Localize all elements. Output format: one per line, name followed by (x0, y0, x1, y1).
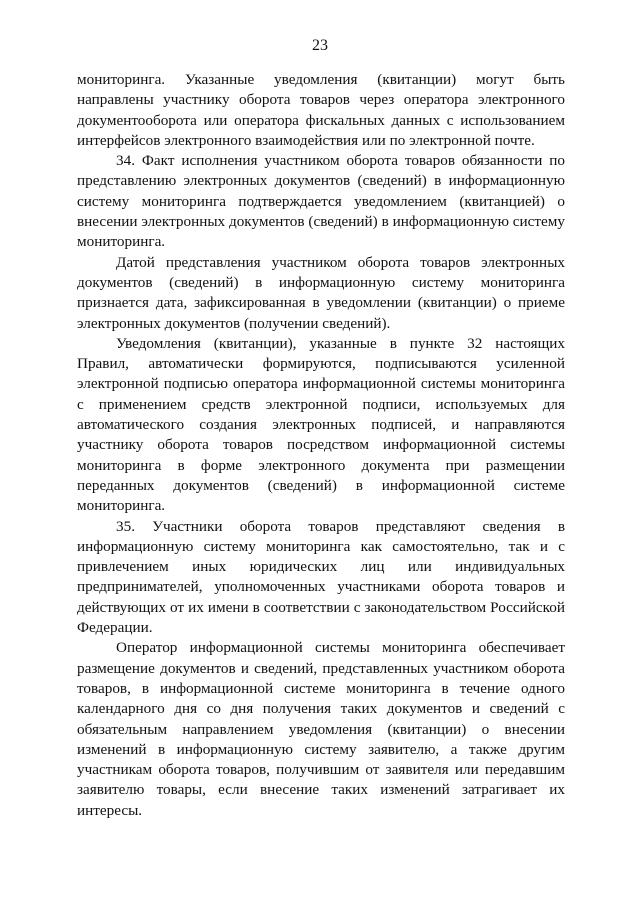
paragraph-continuation: мониторинга. Указанные уведомления (квитанции) могут быть направлены участнику оборота товаров через оператора электронного документооборота или оператора фискальных данных с использованием интерфейсов электронного взаимодействия или по электронной почте. (77, 71, 565, 149)
paragraph-clause-34: 34. Факт исполнения участником оборота товаров обязанности по представлению электронных документов (сведений) в информационную систему мониторинга подтверждается уведомлением (квитанцией) о внесении электронных документов (сведений) в информационную систему мониторинга. (77, 152, 565, 251)
page-number: 23 (312, 37, 328, 54)
paragraph-submission-date: Датой представления участником оборота товаров электронных документов (сведений) в информационную систему мониторинга признается дата, зафиксированная в уведомлении (квитанции) о приеме электронных документов (получении сведений). (77, 253, 565, 332)
paragraph-operator-duties: Оператор информационной системы мониторинга обеспечивает размещение документов и сведений, представленных участником оборота товаров, в информационной системе мониторинга в течение одного календарного дня со дня получения таких документов и сведений с обязательным направлением уведомления (квитанции) о внесении изменений в информационную систему заявителю, а также другим участникам оборота товаров, получившим от заявителя или передавшим заявителю товары, если внесение таких изменений затрагивает их интересы. (77, 639, 565, 819)
document-body (77, 70, 565, 821)
paragraph-clause-35: 35. Участники оборота товаров представляют сведения в информационную систему мониторинга как самостоятельно, так и с привлечением иных юридических лиц или индивидуальных предпринимателей, уполномоченных участниками оборота товаров и действующих от их имени в соответствии с законодательством Российской Федерации. (77, 517, 565, 637)
paragraph-notifications: Уведомления (квитанции), указанные в пункте 32 настоящих Правил, автоматически формируются, подписываются усиленной электронной подписью оператора информационной системы мониторинга с применением средств электронной подписи, используемых для автоматического создания электронных подписей, и направляются участнику оборота товаров посредством информационной системы мониторинга в форме электронного документа при размещении переданных документов (сведений) в информационной системе мониторинга. (77, 334, 565, 515)
